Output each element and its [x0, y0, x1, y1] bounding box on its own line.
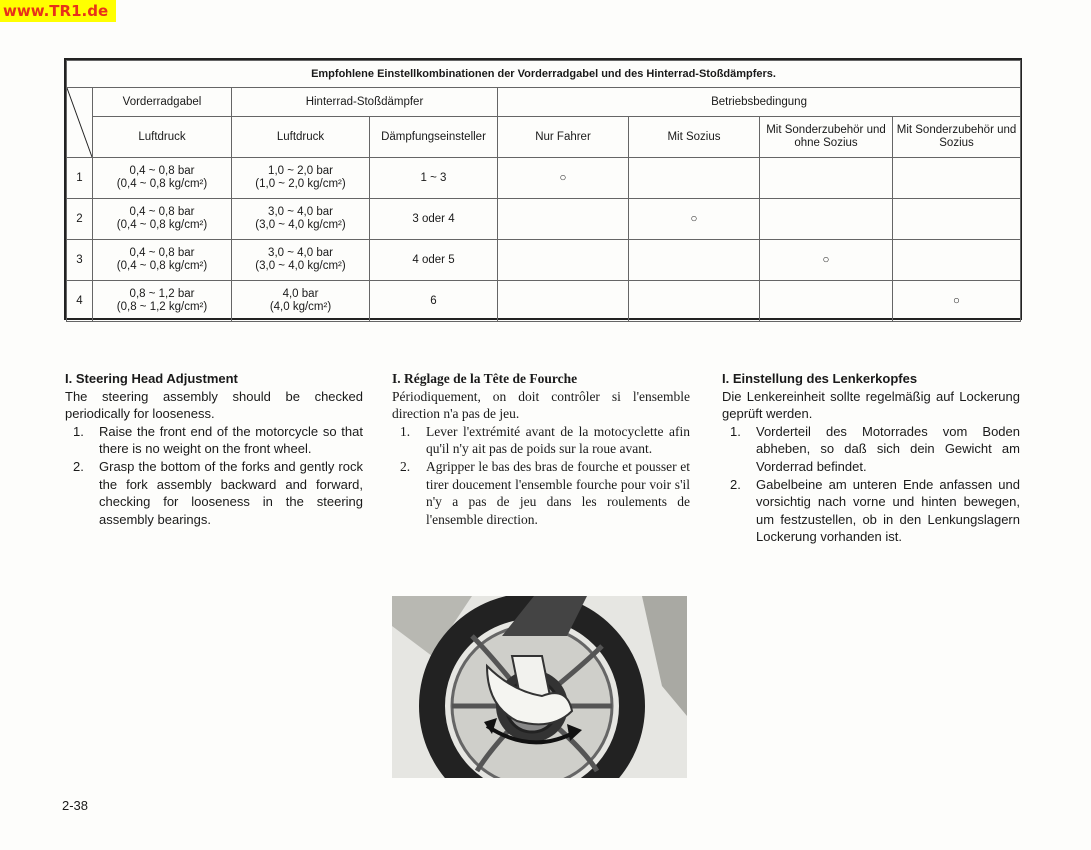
damping-setting: 6: [370, 281, 498, 322]
front-fork-pressure: 0,4 ~ 0,8 bar (0,4 ~ 0,8 kg/cm²): [93, 240, 232, 281]
list-item: 2. Agripper le bas des bras de fourche et pousser et tirer doucement l'ensemble fourche pour voir s'il n'y a pas de jeu dans les roulements de l'ensemble direction.: [400, 458, 690, 527]
sub-header-rear-air-pressure: Luftdruck: [232, 117, 370, 158]
condition-cell: [498, 240, 629, 281]
condition-cell: [498, 281, 629, 322]
list-item: 1. Raise the front end of the motorcycle so that there is no weight on the front wheel.: [73, 423, 363, 457]
table-row: [67, 240, 1021, 281]
condition-cell: [629, 199, 760, 240]
sub-header-solo-rider: Nur Fahrer: [498, 117, 629, 158]
german-heading: I. Einstellung des Lenkerkopfes: [722, 371, 918, 386]
english-intro: The steering assembly should be checked periodically for looseness.: [65, 388, 363, 422]
table-row: [67, 199, 1021, 240]
rear-shock-pressure: 3,0 ~ 4,0 bar (3,0 ~ 4,0 kg/cm²): [232, 240, 370, 281]
french-heading: I. Réglage de la Tête de Fourche: [392, 371, 578, 386]
selected-circle-mark: ○: [559, 171, 567, 184]
german-steps: [722, 423, 1020, 546]
french-steps: [392, 423, 690, 529]
damping-setting: 1 ~ 3: [370, 158, 498, 199]
condition-cell: [760, 240, 893, 281]
settings-table: [64, 58, 1022, 320]
rear-shock-pressure: 1,0 ~ 2,0 bar (1,0 ~ 2,0 kg/cm²): [232, 158, 370, 199]
condition-cell: [893, 199, 1021, 240]
condition-cell: [893, 158, 1021, 199]
row-number: 2: [67, 199, 93, 240]
german-intro: Die Lenkereinheit sollte regelmäßig auf Lockerung geprüft werden.: [722, 388, 1020, 422]
english-steps: [65, 423, 363, 529]
condition-cell: [498, 158, 629, 199]
condition-cell: [629, 281, 760, 322]
row-number: 4: [67, 281, 93, 322]
list-item: 2. Gabelbeine am unteren Ende anfassen und vorsichtig nach vorne und hinten bewegen, um festzustellen, ob in den Lenkungslagern Lockerung vorhanden ist.: [730, 476, 1020, 545]
row-number: 3: [67, 240, 93, 281]
condition-cell: [498, 199, 629, 240]
condition-cell: [893, 240, 1021, 281]
table-title: Empfohlene Einstellkombinationen der Vorderradgabel und des Hinterrad-Stoßdämpfers.: [67, 61, 1021, 88]
rear-shock-pressure: 4,0 bar (4,0 kg/cm²): [232, 281, 370, 322]
fork-check-photo: [392, 596, 687, 778]
sub-header-accessories-passenger: Mit Sonderzubehör und Sozius: [893, 117, 1021, 158]
sub-header-front-air-pressure: Luftdruck: [93, 117, 232, 158]
site-watermark: www.TR1.de: [0, 0, 116, 22]
table-row: [67, 158, 1021, 199]
group-header-front-fork: Vorderradgabel: [93, 88, 232, 117]
diagonal-corner-cell: [67, 88, 93, 158]
front-fork-pressure: 0,4 ~ 0,8 bar (0,4 ~ 0,8 kg/cm²): [93, 199, 232, 240]
selected-circle-mark: ○: [690, 212, 698, 225]
selected-circle-mark: ○: [822, 253, 830, 266]
list-item: 1. Lever l'extrémité avant de la motocyclette afin qu'il n'y ait pas de poids sur la roue avant.: [400, 423, 690, 457]
sub-header-with-passenger: Mit Sozius: [629, 117, 760, 158]
rear-shock-pressure: 3,0 ~ 4,0 bar (3,0 ~ 4,0 kg/cm²): [232, 199, 370, 240]
english-section: [65, 370, 363, 528]
condition-cell: [893, 281, 1021, 322]
condition-cell: [629, 158, 760, 199]
french-intro: Périodiquement, on doit contrôler si l'ensemble direction n'a pas de jeu.: [392, 388, 690, 422]
english-heading: I. Steering Head Adjustment: [65, 371, 238, 386]
condition-cell: [760, 281, 893, 322]
front-fork-pressure: 0,8 ~ 1,2 bar (0,8 ~ 1,2 kg/cm²): [93, 281, 232, 322]
damping-setting: 4 oder 5: [370, 240, 498, 281]
front-fork-pressure: 0,4 ~ 0,8 bar (0,4 ~ 0,8 kg/cm²): [93, 158, 232, 199]
condition-cell: [760, 199, 893, 240]
french-section: [392, 370, 690, 528]
group-header-operating-condition: Betriebsbedingung: [498, 88, 1021, 117]
list-item: 2. Grasp the bottom of the forks and gently rock the fork assembly backward and forward, checking for looseness in the steering assembly bearings.: [73, 458, 363, 527]
sub-header-damping-adjuster: Dämpfungseinsteller: [370, 117, 498, 158]
row-number: 1: [67, 158, 93, 199]
condition-cell: [629, 240, 760, 281]
page-number: 2-38: [62, 798, 89, 813]
damping-setting: 3 oder 4: [370, 199, 498, 240]
list-item: 1. Vorderteil des Motorrades vom Boden abheben, so daß sich dein Gewicht am Vorderrad befindet.: [730, 423, 1020, 474]
selected-circle-mark: ○: [953, 294, 960, 307]
table-row: [67, 281, 1021, 322]
sub-header-accessories-no-passenger: Mit Sonderzubehör und ohne Sozius: [760, 117, 893, 158]
german-section: [722, 370, 1020, 546]
group-header-rear-shock: Hinterrad-Stoßdämpfer: [232, 88, 498, 117]
condition-cell: [760, 158, 893, 199]
